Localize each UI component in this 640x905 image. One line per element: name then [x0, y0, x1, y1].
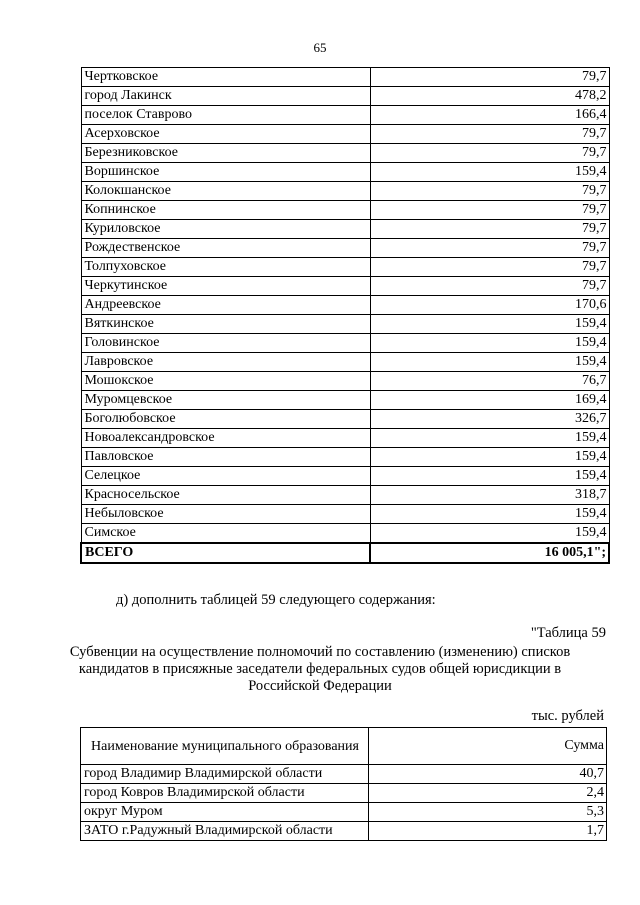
amount-cell: 159,4	[370, 163, 609, 182]
amount-cell: 159,4	[370, 429, 609, 448]
municipality-name-cell: Мошокское	[81, 372, 370, 391]
table-row	[81, 372, 609, 391]
table-title-line-3: Российской Федерации	[248, 678, 392, 694]
table-row	[81, 429, 609, 448]
table-row	[81, 220, 609, 239]
subvention-table	[80, 727, 607, 841]
table-header-row	[81, 728, 607, 765]
table-row	[81, 353, 609, 372]
municipality-name-cell: Симское	[81, 524, 370, 544]
amount-cell: 1,7	[369, 822, 607, 841]
amount-cell: 79,7	[370, 182, 609, 201]
table-row	[81, 163, 609, 182]
amount-cell: 40,7	[369, 765, 607, 784]
amount-cell: 318,7	[370, 486, 609, 505]
municipality-name-cell: Чертковское	[81, 68, 370, 87]
municipality-name-cell: ВСЕГО	[81, 543, 370, 563]
units-label: тыс. рублей	[531, 708, 604, 724]
amount-cell: 478,2	[370, 87, 609, 106]
municipality-name-cell: Вяткинское	[81, 315, 370, 334]
amount-cell: 159,4	[370, 505, 609, 524]
amount-cell: 159,4	[370, 448, 609, 467]
table-row	[81, 125, 609, 144]
municipality-name-cell: ЗАТО г.Радужный Владимирской области	[81, 822, 369, 841]
table-row	[81, 784, 607, 803]
municipality-name-cell: Андреевское	[81, 296, 370, 315]
amount-cell: 5,3	[369, 803, 607, 822]
table-row	[81, 258, 609, 277]
amount-cell: 79,7	[370, 125, 609, 144]
amount-cell: 79,7	[370, 144, 609, 163]
municipality-name-cell: Красносельское	[81, 486, 370, 505]
table-title-line-1: Субвенции на осуществление полномочий по составлению (изменению) списков	[69, 644, 571, 660]
table-row	[81, 239, 609, 258]
municipality-name-cell: Лавровское	[81, 353, 370, 372]
instruction-text: д) дополнить таблицей 59 следующего содержания:	[116, 592, 436, 608]
amount-cell: 79,7	[370, 220, 609, 239]
table-row	[81, 765, 607, 784]
header-sum-cell: Сумма	[369, 728, 607, 765]
amount-cell: 79,7	[370, 68, 609, 87]
amount-cell: 326,7	[370, 410, 609, 429]
table-row	[81, 410, 609, 429]
municipality-name-cell: Копнинское	[81, 201, 370, 220]
municipality-name-cell: город Владимир Владимирской области	[81, 765, 369, 784]
municipality-name-cell: Березниковское	[81, 144, 370, 163]
table-row	[81, 391, 609, 410]
municipality-name-cell: Головинское	[81, 334, 370, 353]
table-row	[81, 182, 609, 201]
table-row	[81, 87, 609, 106]
municipality-name-cell: Муромцевское	[81, 391, 370, 410]
table-row	[81, 296, 609, 315]
amount-cell: 159,4	[370, 334, 609, 353]
table-row	[81, 486, 609, 505]
amount-cell: 79,7	[370, 201, 609, 220]
table-row	[81, 822, 607, 841]
amount-cell: 159,4	[370, 467, 609, 486]
municipality-name-cell: Черкутинское	[81, 277, 370, 296]
amount-cell: 79,7	[370, 258, 609, 277]
municipality-name-cell: Небыловское	[81, 505, 370, 524]
amount-cell: 159,4	[370, 524, 609, 544]
municipality-name-cell: Толпуховское	[81, 258, 370, 277]
amount-cell: 170,6	[370, 296, 609, 315]
header-name-cell: Наименование муниципального образования	[81, 728, 369, 765]
amount-cell: 169,4	[370, 391, 609, 410]
table-row	[81, 524, 609, 544]
amount-cell: 2,4	[369, 784, 607, 803]
table-row	[81, 201, 609, 220]
municipality-name-cell: Асерховское	[81, 125, 370, 144]
municipality-name-cell: Павловское	[81, 448, 370, 467]
municipality-name-cell: Куриловское	[81, 220, 370, 239]
table-row	[81, 334, 609, 353]
table-row	[81, 106, 609, 125]
table-title-line-2: кандидатов в присяжные заседатели федеральных судов общей юрисдикции в	[78, 661, 562, 677]
municipality-name-cell: Селецкое	[81, 467, 370, 486]
municipality-name-cell: Новоалександровское	[81, 429, 370, 448]
amount-cell: 166,4	[370, 106, 609, 125]
amount-cell: 79,7	[370, 239, 609, 258]
table-row	[81, 543, 609, 563]
table-label: "Таблица 59	[530, 625, 606, 641]
amount-cell: 159,4	[370, 353, 609, 372]
table-row	[81, 277, 609, 296]
amount-cell: 159,4	[370, 315, 609, 334]
municipality-name-cell: Боголюбовское	[81, 410, 370, 429]
municipality-name-cell: город Лакинск	[81, 87, 370, 106]
table-row	[81, 505, 609, 524]
municipality-name-cell: город Ковров Владимирской области	[81, 784, 369, 803]
table-row	[81, 803, 607, 822]
allocation-table	[80, 67, 610, 564]
table-row	[81, 68, 609, 87]
municipality-name-cell: округ Муром	[81, 803, 369, 822]
table-row	[81, 448, 609, 467]
table-row	[81, 315, 609, 334]
municipality-name-cell: поселок Ставрово	[81, 106, 370, 125]
amount-cell: 16 005,1";	[370, 543, 609, 563]
municipality-name-cell: Рождественское	[81, 239, 370, 258]
page-number: 65	[313, 40, 327, 55]
amount-cell: 79,7	[370, 277, 609, 296]
municipality-name-cell: Воршинское	[81, 163, 370, 182]
amount-cell: 76,7	[370, 372, 609, 391]
table-row	[81, 144, 609, 163]
table-row	[81, 467, 609, 486]
municipality-name-cell: Колокшанское	[81, 182, 370, 201]
